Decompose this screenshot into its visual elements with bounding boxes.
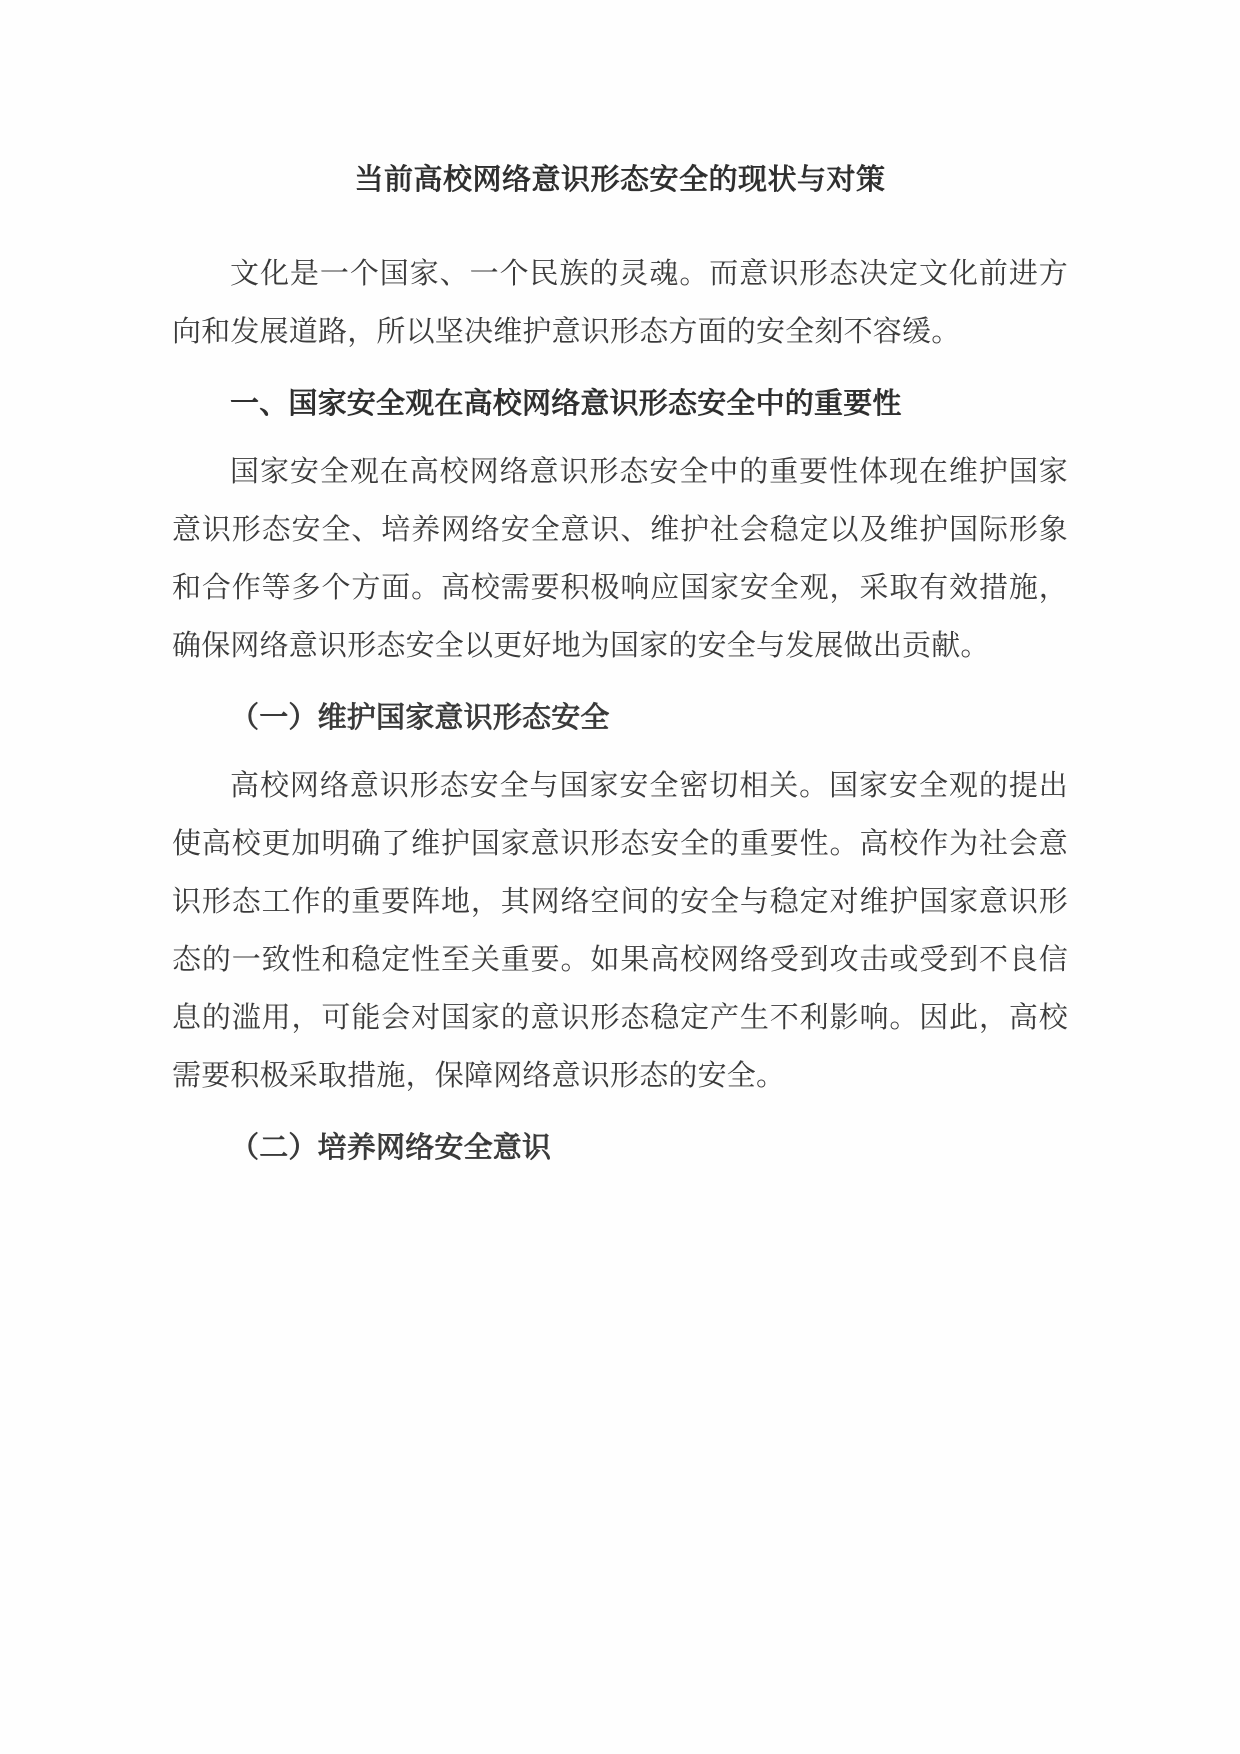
document-body (172, 160, 1068, 1187)
heading-subsection-two: （二）培养网络安全意识 (230, 1131, 552, 1164)
paragraph-subsection-one-body: 高校网络意识形态安全与国家安全密切相关。国家安全观的提出使高校更加明确了维护国家意识形态安全的重要性。高校作为社会意识形态工作的重要阵地，其网络空间的安全与稳定对维护国家意识形态的一致性和稳定性至关重要。如果高校网络受到攻击或受到不良信息的滥用，可能会对国家的意识形态稳定产生不利影响。因此，高校需要积极采取措施，保障网络意识形态的安全。 (172, 769, 1068, 1092)
heading-section-one: 一、国家安全观在高校网络意识形态安全中的重要性 (230, 387, 902, 420)
page-title: 当前高校网络意识形态安全的现状与对策 (354, 164, 886, 196)
paragraph-intro: 文化是一个国家、一个民族的灵魂。而意识形态决定文化前进方向和发展道路，所以坚决维护意识形态方面的安全刻不容缓。 (172, 257, 1068, 348)
paragraph-section-one-intro: 国家安全观在高校网络意识形态安全中的重要性体现在维护国家意识形态安全、培养网络安全意识、维护社会稳定以及维护国际形象和合作等多个方面。高校需要积极响应国家安全观，采取有效措施，确保网络意识形态安全以更好地为国家的安全与发展做出贡献。 (172, 455, 1068, 662)
heading-subsection-one: （一）维护国家意识形态安全 (230, 701, 610, 734)
